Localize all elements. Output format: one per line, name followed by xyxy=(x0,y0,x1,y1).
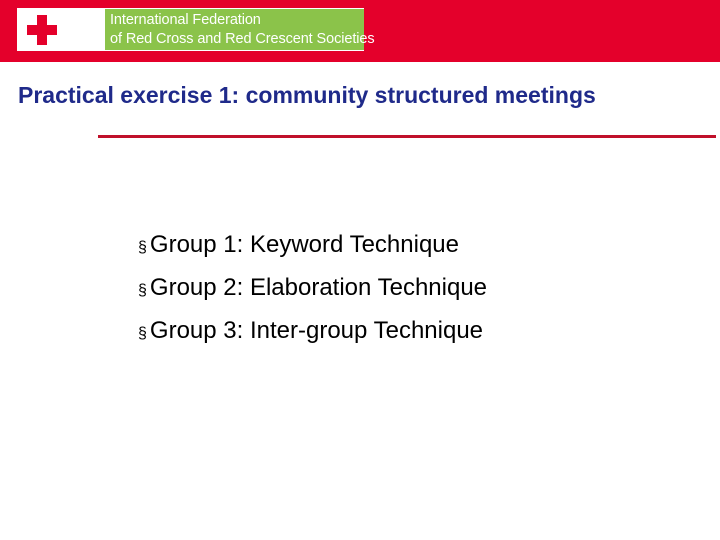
bullet-text: Group 1: Keyword Technique xyxy=(149,231,459,258)
red-cross-crescent-icon xyxy=(23,12,101,48)
bullet-text: Group 2: Elaboration Technique xyxy=(149,274,488,301)
logo-text xyxy=(105,9,375,50)
list-item xyxy=(138,225,487,268)
ifrc-logo xyxy=(17,8,375,51)
bullet-list xyxy=(138,225,487,354)
bullet-text: Group 3: Inter-group Technique xyxy=(149,317,484,344)
logo-line-1: International Federation xyxy=(110,12,261,28)
bullet-marker: § xyxy=(138,325,147,342)
top-banner xyxy=(0,0,720,62)
slide-title: Practical exercise 1: community structured meetings xyxy=(18,82,596,108)
logo-line-2: of Red Cross and Red Crescent Societies xyxy=(110,31,375,47)
bullet-marker: § xyxy=(138,239,147,256)
list-item xyxy=(138,268,487,311)
list-item xyxy=(138,311,487,354)
bullet-marker: § xyxy=(138,282,147,299)
title-divider xyxy=(98,135,716,138)
